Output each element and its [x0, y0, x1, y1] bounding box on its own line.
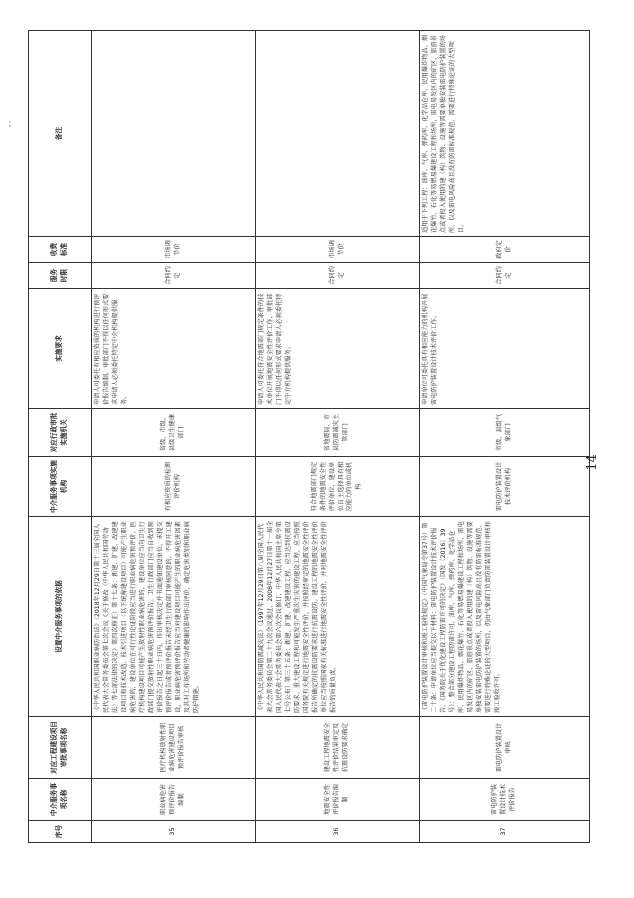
- cell-service-name: 地震安全性评价报告编制: [256, 779, 420, 821]
- header-requirement: 实施要求: [29, 289, 92, 409]
- header-agency: 中介服务事项实施机构: [29, 457, 92, 517]
- cell-time-limit: 合同约定: [420, 263, 590, 289]
- cell-note: 适用于下列工程：油库、气库、弹药库、化学品仓库、民用爆炸物品、烟花爆竹、石化等易燃易爆建设工程和场所，雷电易发区内的矿区、旅游景点或者投入使用的建（构）筑物、设施等需要单独安装雷电防护装置的场所，以及雷电风险高且没有防雷标准规范、需要进行特殊论证的大型项目。: [420, 31, 590, 237]
- cell-seq: 35: [92, 821, 256, 843]
- cell-seq: 37: [420, 821, 590, 843]
- cell-approval: 医疗机构放射性职业病危害建设项目预评价报告审核: [92, 717, 256, 779]
- cell-note: [92, 31, 256, 237]
- header-time-limit: 服务时限: [29, 263, 92, 289]
- cell-agency: 雷电防护装置设计技术评价机构: [420, 457, 590, 517]
- header-basis: 设置中介服务事项的依据: [29, 517, 92, 717]
- cell-requirement: 申请人可委托有相应资质的机构进行预评价报告编制，审批部门不得以任何形式要求申请人必须委托特定中介机构提供服务。: [92, 289, 256, 409]
- table-row: [256, 31, 420, 843]
- header-approval: 对应工程建设项目审批事项名称: [29, 717, 92, 779]
- cell-approval: 雷电防护装置设计审核: [420, 717, 590, 779]
- table-row: [92, 31, 256, 843]
- cell-fee: 市场调节价: [256, 237, 420, 263]
- cell-service-name: 雷电防护装置设计技术评价报告: [420, 779, 590, 821]
- cell-time-limit: 合同约定: [256, 263, 420, 289]
- cell-dept: 市级、县级气象部门: [420, 409, 590, 457]
- header-fee: 收费标准: [29, 237, 92, 263]
- cell-service-name: 职业病危害预评价报告编制: [92, 779, 256, 821]
- cell-note: [256, 31, 420, 237]
- cell-seq: 36: [256, 821, 420, 843]
- cell-fee: 市场调节价: [92, 237, 256, 263]
- header-seq: 序号: [29, 821, 92, 843]
- cell-basis: 《中华人民共和国职业病防治法》（2018年12月29日第十三届全国人民代表大会常务委员会第七次会议《关于修改〈中华人民共和国劳动法〉等七部法律的决定》第四次修正）第十七条：新建、扩建、改建建设项目和技术改造、技术引进项目（以下统称建设项目）可能产生职业病危害的，建设单位在可行性论证阶段应当进行职业病危害预评价。医疗机构建设项目可能产生放射性职业病危害的，建设单位应当向卫生行政部门提交放射性职业病危害预评价报告。卫生行政部门应当自收到预评价报告之日起三十日内，作出审核决定并书面通知建设单位。未提交预评价报告或者预评价报告未经卫生行政部门审核同意的，不得开工建设。职业病危害预评价报告应当对建设项目可能产生的职业病危害因素及其对工作场所和劳动者健康的影响作出评价，确定危害类别和职业病防护措施。: [92, 517, 256, 717]
- table-row: [420, 31, 590, 843]
- cell-time-limit: 合同约定: [92, 263, 256, 289]
- header-service-name: 中介服务事项名称: [29, 779, 92, 821]
- cell-requirement: 申请单位可委托具有相应能力的机构开展雷电防护装置设计技术评价工作。: [420, 289, 590, 409]
- page-number: 14: [584, 454, 600, 471]
- cell-fee: 政府定价: [420, 237, 590, 263]
- cell-agency: 符合地震部门规定条件的地震安全性评价单位，建设单位自主选择具有相应能力的单位或机构: [256, 457, 420, 517]
- margin-mark: ；: [8, 119, 16, 128]
- cell-requirement: 申请人可委托符合地震部门规定条件的技术单位开展地震安全性评价工作，审批部门不得以任何形式要求申请人必须委托特定中介机构提供服务。: [256, 289, 420, 409]
- cell-dept: 省地震局、市县防震减灾主管部门: [256, 409, 420, 457]
- table-header-row: [29, 31, 92, 843]
- cell-basis: 《中华人民共和国防震减灾法》（1997年12月29日第八届全国人民代表大会常务委员会第二十九次会议通过，2008年12月27日第十一届全国人民代表大会常务委员会第六次会议修订，中华人民共和国主席令第七号公布）第三十五条：新建、扩建、改建建设工程，应当达到抗震设防要求。重大建设工程和可能发生严重次生灾害的建设工程，应当按照国务院有关规定进行地震安全性评价，并按照经审定的地震安全性评价报告所确定的抗震设防要求进行抗震设防。建设工程的地震安全性评价单位应当按照国家有关标准进行地震安全性评价，并对地震安全性评价报告的质量负责。: [256, 517, 420, 717]
- cell-agency: 有相应资质的检测评价机构: [92, 457, 256, 517]
- service-table: [28, 30, 590, 843]
- cell-dept: 省级、市级、县级卫生健康部门: [92, 409, 256, 457]
- cell-approval: 建设工程地震安全性评价结果审定及抗震设防要求确定: [256, 717, 420, 779]
- header-note: 备注: [29, 31, 92, 237]
- header-dept: 对应行政审批实施机关: [29, 409, 92, 457]
- cell-basis: 《雷电防护装置设计审核和竣工验收规定》（中国气象局令第37号）第二十条：申请单位应当提交以下材料：雷电防护装置设计技术评价报告。《国务院关于优化建设工程防雷许可的决定》（国发〔2016〕39号）：整合部分建设工程防雷许可，油库、气库、弹药库、化学品仓库、民用爆炸物品、烟花爆竹、石化等易燃易爆建设工程和场所，雷电易发区内的矿区、旅游景点或者投入使用的建（构）筑物、设施等需要单独安装雷电防护装置的场所，以及雷电风险高且没有防雷标准规范、需要进行特殊论证的大型项目，仍由气象部门负责防雷装置设计审核和竣工验收许可。: [420, 517, 590, 717]
